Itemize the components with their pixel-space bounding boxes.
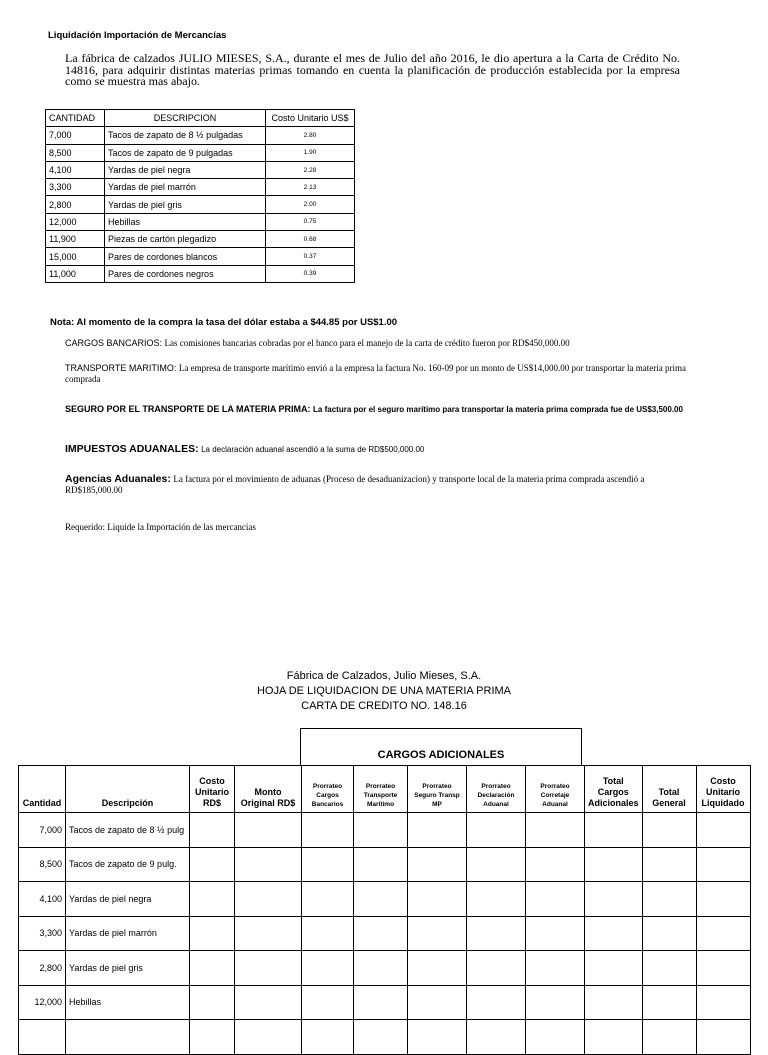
col-prorrateo-corretaje: Prorrateo Corretaje Aduanal (526, 766, 585, 813)
cell-costo-unitario: 2.80 (266, 127, 355, 144)
table-row (19, 813, 751, 848)
cell-cantidad: 7,000 (19, 813, 66, 848)
cell-descripcion: Yardas de piel marrón (66, 916, 190, 951)
empty-cell (408, 882, 467, 917)
empty-cell (408, 985, 467, 1020)
empty-cell (302, 951, 354, 986)
cell-costo-unitario: 2.13 (266, 179, 355, 196)
empty-cell (408, 847, 467, 882)
empty-cell (235, 985, 302, 1020)
impuestos-aduanales-text: La declaración aduanal ascendió a la suma de RD$500,000.00 (201, 445, 425, 454)
empty-cell (642, 951, 696, 986)
empty-cell (585, 985, 643, 1020)
empty-cell (235, 847, 302, 882)
impuestos-aduanales-label: IMPUESTOS ADUANALES: (65, 443, 199, 455)
cell-descripcion: Yardas de piel gris (66, 951, 190, 986)
col-monto-original: Monto Original RD$ (235, 766, 302, 813)
seguro-label: SEGURO POR EL TRANSPORTE DE LA MATERIA PRIMA: (65, 404, 311, 414)
document-title: Liquidación Importación de Mercancías (48, 30, 227, 41)
seguro-paragraph (65, 404, 695, 415)
empty-cell (354, 985, 408, 1020)
cell-descripcion: Tacos de zapato de 9 pulg. (66, 847, 190, 882)
cell-descripcion: Piezas de cartón plegadizo (105, 231, 266, 248)
cargos-bancarios-label: CARGOS BANCARIOS: (65, 338, 163, 348)
materials-table (45, 109, 355, 283)
empty-cell (526, 882, 585, 917)
cell-descripcion: Yardas de piel negra (105, 161, 266, 178)
agencias-aduanales-text: La factura por el movimiento de aduanas (Proceso de desaduanizacion) y transporte local de la materia prima comprada ascendió a RD$185,000.00 (65, 474, 645, 495)
empty-cell (235, 1020, 302, 1055)
empty-cell (696, 813, 750, 848)
empty-cell (696, 1020, 750, 1055)
cell-cantidad: 12,000 (46, 213, 105, 230)
empty-cell (526, 916, 585, 951)
col-prorrateo-declaracion: Prorrateo Declaración Aduanal (467, 766, 526, 813)
empty-cell (696, 882, 750, 917)
cell-cantidad: 11,900 (46, 231, 105, 248)
empty-cell (526, 1020, 585, 1055)
empty-cell (302, 882, 354, 917)
empty-cell (526, 951, 585, 986)
col-descripcion: Descripción (66, 766, 190, 813)
col-costo-liquidado: Costo Unitario Liquidado (696, 766, 750, 813)
col-prorrateo-transporte: Prorrateo Transporte Marítimo (354, 766, 408, 813)
cell-costo-unitario: 1.90 (266, 144, 355, 161)
cell-cantidad: 2,800 (19, 951, 66, 986)
table-row (19, 916, 751, 951)
empty-cell (302, 847, 354, 882)
cell-cantidad: 7,000 (46, 127, 105, 144)
empty-cell (190, 1020, 235, 1055)
table-row (46, 144, 355, 161)
cargos-adicionales-title: CARGOS ADICIONALES (377, 749, 505, 761)
empty-cell (642, 985, 696, 1020)
empty-cell (585, 813, 643, 848)
table-row (46, 248, 355, 265)
empty-cell (696, 916, 750, 951)
empty-cell (354, 1020, 408, 1055)
cargos-bancarios-text: Las comisiones bancarias cobradas por el banco para el manejo de la carta de crédito fueron por RD$450,000.00 (164, 338, 570, 348)
empty-cell (302, 1020, 354, 1055)
header-descripcion: DESCRIPCION (105, 110, 266, 127)
empty-cell (408, 951, 467, 986)
empty-cell (585, 1020, 643, 1055)
empty-cell (642, 882, 696, 917)
cell-descripcion: Tacos de zapato de 8 ½ pulg (66, 813, 190, 848)
table-row (46, 213, 355, 230)
cell-cantidad: 4,100 (19, 882, 66, 917)
cell-cantidad: 3,300 (46, 179, 105, 196)
table-row (46, 196, 355, 213)
empty-cell (696, 847, 750, 882)
empty-cell (302, 813, 354, 848)
empty-cell (642, 916, 696, 951)
cell-cantidad: 8,500 (46, 144, 105, 161)
table-row (46, 265, 355, 282)
intro-paragraph: La fábrica de calzados JULIO MIESES, S.A., durante el mes de Julio del año 2016, le dio apertura a la Carta de Crédito No. 14816, para adquirir distintas materias primas tomando en cuenta la planificación de producción establecida por la empresa como se muestra mas abajo. (65, 51, 680, 88)
cell-cantidad (19, 1020, 66, 1055)
empty-cell (235, 882, 302, 917)
cell-descripcion: Hebillas (66, 985, 190, 1020)
exchange-rate-note: Nota: Al momento de la compra la tasa del dólar estaba a $44.85 por US$1.00 (50, 317, 398, 328)
empty-cell (585, 951, 643, 986)
table-row (19, 951, 751, 986)
liquidation-table (18, 765, 751, 1055)
empty-cell (190, 813, 235, 848)
table-row (46, 161, 355, 178)
table-row (46, 179, 355, 196)
cell-costo-unitario: 0.75 (266, 213, 355, 230)
empty-cell (235, 951, 302, 986)
impuestos-aduanales-paragraph (65, 444, 695, 455)
cell-costo-unitario: 0.37 (266, 248, 355, 265)
empty-cell (642, 1020, 696, 1055)
header-costo-unitario: Costo Unitario US$ (266, 110, 355, 127)
cell-cantidad: 8,500 (19, 847, 66, 882)
empty-cell (467, 813, 526, 848)
col-prorrateo-bancarios: Prorrateo Cargos Bancarios (302, 766, 354, 813)
materials-table-header (46, 110, 355, 127)
empty-cell (302, 916, 354, 951)
empty-cell (190, 882, 235, 917)
cell-descripcion: Tacos de zapato de 8 ½ pulgadas (105, 127, 266, 144)
sheet-company: Fábrica de Calzados, Julio Mieses, S.A. (286, 670, 482, 682)
empty-cell (408, 1020, 467, 1055)
cell-costo-unitario: 2.00 (266, 196, 355, 213)
empty-cell (354, 916, 408, 951)
empty-cell (467, 847, 526, 882)
empty-cell (190, 916, 235, 951)
cell-costo-unitario: 0.68 (266, 231, 355, 248)
empty-cell (467, 951, 526, 986)
empty-cell (642, 813, 696, 848)
empty-cell (585, 916, 643, 951)
col-prorrateo-seguro: Prorrateo Seguro Transp MP (408, 766, 467, 813)
cell-descripcion: Hebillas (105, 213, 266, 230)
cell-descripcion: Pares de cordones negros (105, 265, 266, 282)
cell-descripcion: Pares de cordones blancos (105, 248, 266, 265)
col-total-general: Total General (642, 766, 696, 813)
transporte-maritimo-text: La empresa de transporte marítimo envió a la empresa la factura No. 160-09 por un monto de US$14,000.00 por transportar la materia prima comprada (65, 363, 686, 384)
empty-cell (190, 951, 235, 986)
table-row (19, 985, 751, 1020)
empty-cell (302, 985, 354, 1020)
empty-cell (642, 847, 696, 882)
cell-descripcion: Yardas de piel gris (105, 196, 266, 213)
empty-cell (585, 847, 643, 882)
empty-cell (585, 882, 643, 917)
empty-cell (190, 847, 235, 882)
liquidation-table-header (19, 766, 751, 813)
header-cantidad: CANTIDAD (46, 110, 105, 127)
empty-cell (235, 916, 302, 951)
requerido-text: Requerido: Liquide la Importación de las mercancías (65, 522, 256, 532)
empty-cell (354, 882, 408, 917)
agencias-aduanales-paragraph (65, 474, 695, 496)
transporte-maritimo-paragraph (65, 363, 695, 385)
col-total-cargos: Total Cargos Adicionales (585, 766, 643, 813)
empty-cell (696, 951, 750, 986)
empty-cell (526, 813, 585, 848)
cell-cantidad: 3,300 (19, 916, 66, 951)
empty-cell (467, 985, 526, 1020)
cargos-bancarios-paragraph (65, 338, 695, 349)
empty-cell (354, 813, 408, 848)
empty-cell (696, 985, 750, 1020)
empty-cell (526, 847, 585, 882)
empty-cell (526, 985, 585, 1020)
sheet-carta: CARTA DE CREDITO NO. 148.16 (301, 700, 467, 712)
cell-descripcion: Tacos de zapato de 9 pulgadas (105, 144, 266, 161)
seguro-text: La factura por el seguro marítimo para transportar la materia prima comprada fue de US$3,500.00 (313, 405, 683, 414)
cell-cantidad: 4,100 (46, 161, 105, 178)
cell-descripcion: Yardas de piel marrón (105, 179, 266, 196)
cell-cantidad: 15,000 (46, 248, 105, 265)
cell-descripcion: Yardas de piel negra (66, 882, 190, 917)
table-row (46, 231, 355, 248)
empty-cell (467, 1020, 526, 1055)
sheet-title: HOJA DE LIQUIDACION DE UNA MATERIA PRIMA (256, 685, 512, 697)
agencias-aduanales-label: Agencias Aduanales: (65, 473, 171, 485)
cell-cantidad: 12,000 (19, 985, 66, 1020)
empty-cell (354, 847, 408, 882)
empty-cell (408, 916, 467, 951)
col-cantidad: Cantidad (19, 766, 66, 813)
transporte-maritimo-label: TRANSPORTE MARITIMO: (65, 363, 177, 373)
cell-descripcion (66, 1020, 190, 1055)
table-row (19, 882, 751, 917)
empty-cell (190, 985, 235, 1020)
empty-cell (235, 813, 302, 848)
empty-cell (354, 951, 408, 986)
cell-cantidad: 11,000 (46, 265, 105, 282)
cell-costo-unitario: 2.28 (266, 161, 355, 178)
table-row (19, 847, 751, 882)
cell-costo-unitario: 0.39 (266, 265, 355, 282)
cell-cantidad: 2,800 (46, 196, 105, 213)
empty-cell (467, 882, 526, 917)
empty-cell (467, 916, 526, 951)
empty-cell (408, 813, 467, 848)
col-costo-unitario: Costo Unitario RD$ (190, 766, 235, 813)
table-row (46, 127, 355, 144)
table-row (19, 1020, 751, 1055)
